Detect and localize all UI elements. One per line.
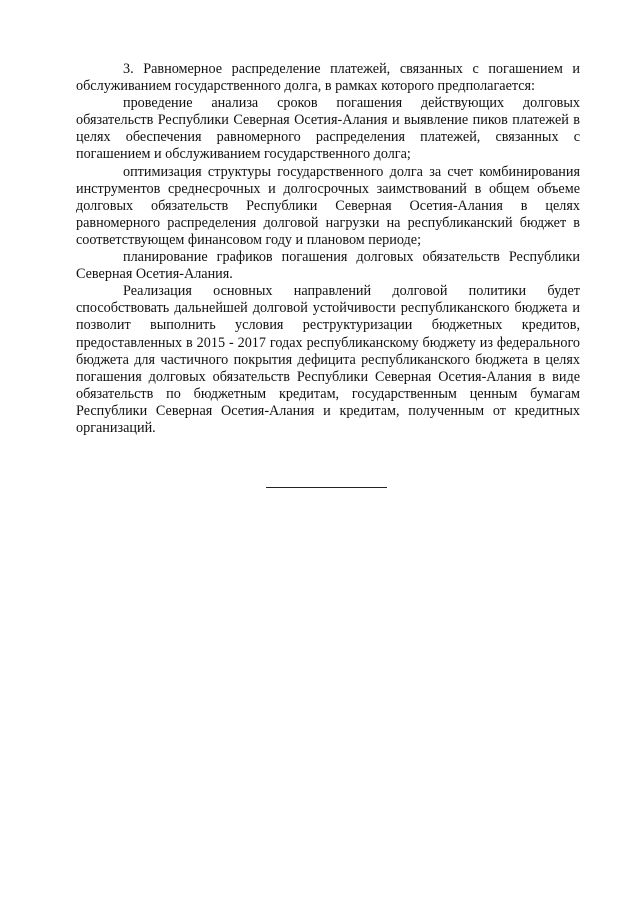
end-divider [266, 487, 387, 488]
paragraph-optimization: оптимизация структуры государственного долга за счет комбинирования инструментов среднесрочных и долгосрочных заимствований в общем объеме долговых обязательств Республики Северная Осетия-Алания в целях равномерного распределения долговой нагрузки на республиканский бюджет в соответствующем финансовом году и плановом периоде; [76, 163, 580, 248]
paragraph-planning: планирование графиков погашения долговых обязательств Республики Северная Осетия-Алания. [76, 249, 580, 283]
paragraph-analysis: проведение анализа сроков погашения действующих долговых обязательств Республики Северная Осетия-Алания и выявление пиков платежей в целях обеспечения равномерного распределения платежей, связанных с погашением и обслуживанием государственного долга; [76, 95, 580, 163]
paragraph-point-3: 3. Равномерное распределение платежей, связанных с погашением и обслуживанием государственного долга, в рамках которого предполагается: [76, 61, 580, 95]
paragraph-implementation: Реализация основных направлений долговой политики будет способствовать дальнейшей долговой устойчивости республиканского бюджета и позволит выполнить условия реструктуризации бюджетных кредитов, предоставленных в 2015 - 2017 годах республиканскому бюджету из федерального бюджета для частичного покрытия дефицита республиканского бюджета в целях погашения долговых обязательств Республики Северная Осетия-Алания в виде обязательств по бюджетным кредитам, государственным ценным бумагам Республики Северная Осетия-Алания и кредитам, полученным от кредитных организаций. [76, 283, 580, 436]
document-body [76, 61, 580, 437]
